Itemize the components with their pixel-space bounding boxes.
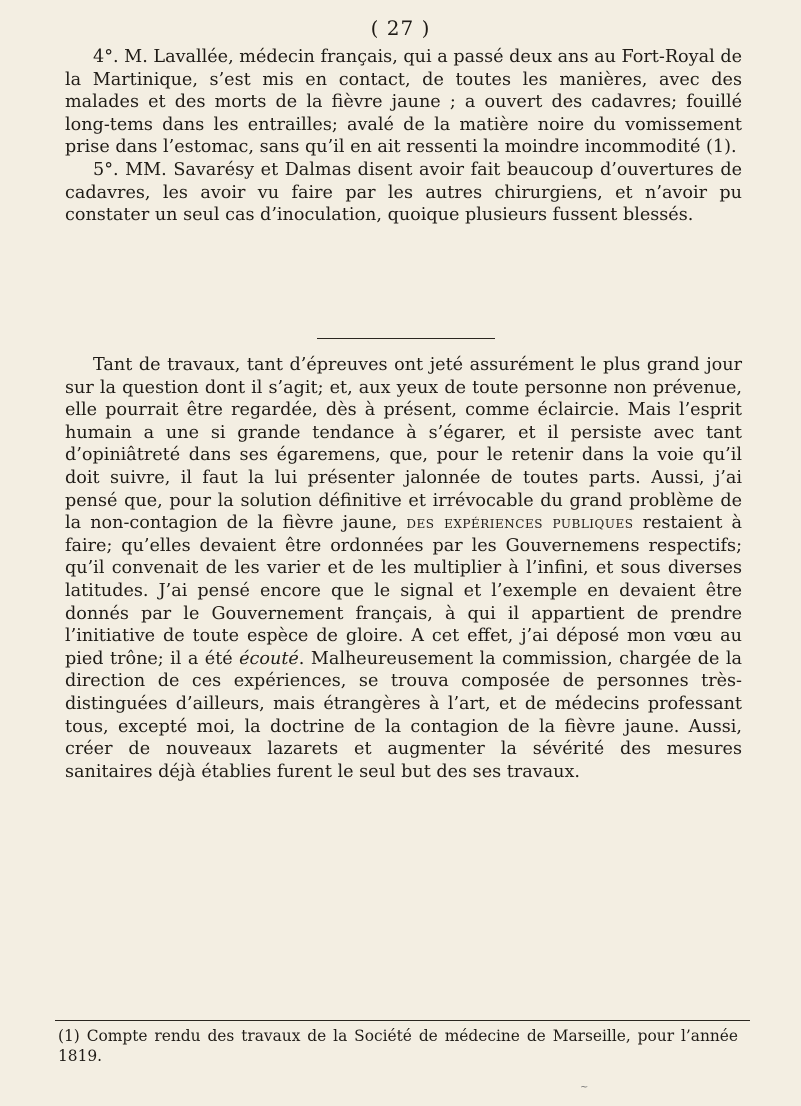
paragraph-savaresy: 5°. MM. Savarésy et Dalmas disent avoir fait beaucoup d’ouvertures de cadavres, les avoir vu faire par les autres chirurgiens, et n’avoir pu constater un seul cas d’inoculation, quoique plusieurs fussent blessés. [65,159,742,226]
footnote [58,1026,738,1066]
ink-stain-mark: ~ [580,1082,589,1093]
ecoute-emphasis: écouté [239,648,299,669]
main-text-part2: restaient à faire; qu’elles devaient être ordonnées par les Gouvernemens respectifs; qu’il convenait de les varier et de les multiplier à l’infini, et sous diverses latitudes. J’ai pensé encore que le signal et l’exemple en devaient être donnés par le Gouvernement français, à qui il appartient de prendre l’initiative de toute espèce de gloire. A cet effet, j’ai déposé mon vœu au pied trône; il a été [65,513,743,669]
paragraph-lavallee: 4°. M. Lavallée, médecin français, qui a passé deux ans au Fort-Royal de la Martinique, s’est mis en contact, de toutes les manières, avec des malades et des morts de la fièvre jaune ; a ouvert des cadavres; fouillé long-tems dans les entrailles; avalé de la matière noire du vomissement prise dans l’estomac, sans qu’il en ait ressenti la moindre incommodité (1). [65,47,742,158]
section-divider [317,338,495,339]
public-experiments-emphasis: des expériences publiques [406,513,634,534]
footnote-divider [55,1020,750,1021]
footnote-text: (1) Compte rendu des travaux de la Société de médecine de Marseille, pour l’année 1819. [58,1027,738,1065]
main-text-block [65,354,742,783]
page-number: ( 27 ) [370,16,431,40]
top-text-block [65,46,742,227]
main-text-part1: Tant de travaux, tant d’épreuves ont jeté assurément le plus grand jour sur la question dont il s’agit; et, aux yeux de toute personne non prévenue, elle pourrait être regardée, dès à présent, comme éclaircie. Mais l’esprit humain a une si grande tendance à s’égarer, et il persiste avec tant d’opiniâtreté dans ses égaremens, que, pour le retenir dans la voie qu’il doit suivre, il faut la lui présenter jalonnée de toutes parts. Aussi, j’ai pensé que, pour la solution définitive et irrévocable du grand problème de la non-contagion de la fièvre jaune, [65,355,742,534]
paragraph-main [65,354,742,783]
main-text-part3: . Malheureusement la commission, chargée de la direction de ces expériences, se trouva composée de personnes très-distinguées d’ailleurs, mais étrangères à l’art, et de médecins professant tous, excepté moi, la doctrine de la contagion de la fièvre jaune. Aussi, créer de nouveaux lazarets et augmenter la sévérité des mesures sanitaires déjà établies furent le seul but des ses travaux. [65,648,742,782]
